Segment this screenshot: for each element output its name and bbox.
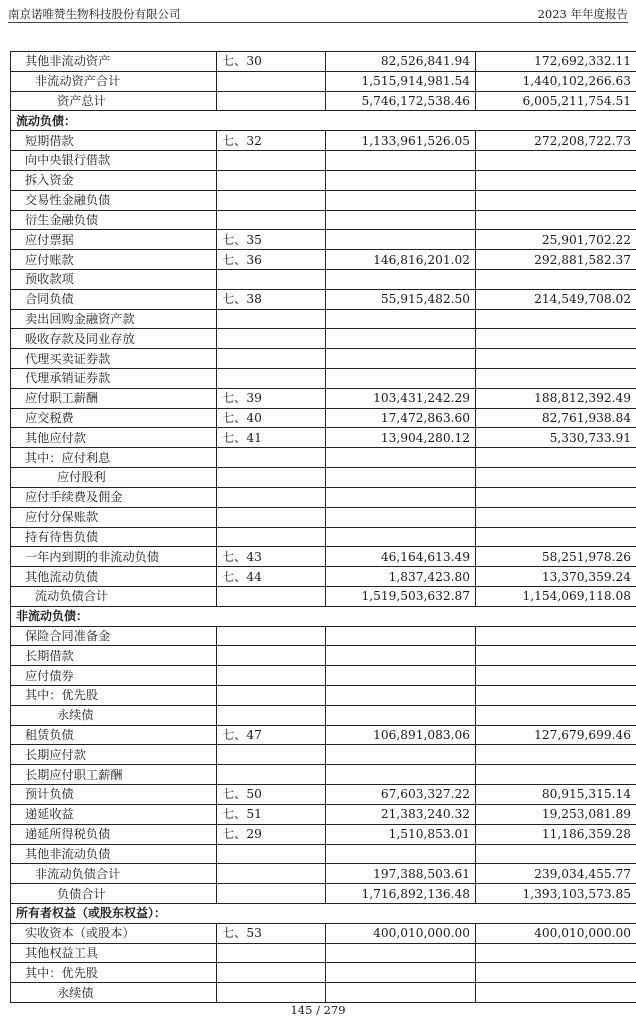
item-label: 非流动负债合计 (11, 864, 217, 884)
current-period-value: 46,164,613.49 (326, 547, 476, 567)
item-label: 一年内到期的非流动负债 (11, 547, 217, 567)
table-row (11, 963, 636, 983)
table-row (11, 983, 636, 1003)
prior-period-value (476, 210, 636, 230)
current-period-value (326, 745, 476, 765)
current-period-value (326, 666, 476, 686)
prior-period-value (476, 765, 636, 785)
prior-period-value: 188,812,392.49 (476, 388, 636, 408)
note-ref (217, 686, 326, 706)
table-row (11, 408, 636, 428)
note-ref (217, 666, 326, 686)
prior-period-value: 272,208,722.73 (476, 131, 636, 151)
table-row (11, 666, 636, 686)
table-row (11, 844, 636, 864)
note-ref (217, 269, 326, 289)
current-period-value (326, 686, 476, 706)
table-row (11, 686, 636, 706)
table-row (11, 190, 636, 210)
prior-period-value (476, 468, 636, 488)
note-ref (217, 349, 326, 369)
table-row (11, 923, 636, 943)
note-ref (217, 91, 326, 111)
table-row (11, 943, 636, 963)
note-ref: 七、36 (217, 250, 326, 270)
table-row (11, 289, 636, 309)
note-ref (217, 527, 326, 547)
item-label: 应付分保账款 (11, 507, 217, 527)
table-row (11, 309, 636, 329)
note-ref: 七、32 (217, 131, 326, 151)
item-label: 应付职工薪酬 (11, 388, 217, 408)
section-title: 流动负债： (11, 111, 636, 131)
table-row (11, 725, 636, 745)
prior-period-value: 1,440,102,266.63 (476, 71, 636, 91)
current-period-value (326, 507, 476, 527)
prior-period-value: 239,034,455.77 (476, 864, 636, 884)
section-header-row (11, 111, 636, 131)
current-period-value (326, 170, 476, 190)
current-period-value (326, 448, 476, 468)
prior-period-value: 214,549,708.02 (476, 289, 636, 309)
prior-period-value (476, 170, 636, 190)
current-period-value: 55,915,482.50 (326, 289, 476, 309)
table-row (11, 71, 636, 91)
note-ref (217, 448, 326, 468)
note-ref (217, 626, 326, 646)
page-separator: / (316, 1003, 320, 1017)
table-row (11, 547, 636, 567)
item-label: 应付债券 (11, 666, 217, 686)
current-page: 145 (290, 1003, 313, 1017)
current-period-value: 17,472,863.60 (326, 408, 476, 428)
total-pages: 279 (323, 1003, 346, 1017)
current-period-value (326, 646, 476, 666)
section-title: 非流动负债： (11, 606, 636, 626)
note-ref: 七、38 (217, 289, 326, 309)
item-label: 吸收存款及同业存放 (11, 329, 217, 349)
item-label: 永续债 (11, 705, 217, 725)
prior-period-value (476, 646, 636, 666)
current-period-value (326, 527, 476, 547)
current-period-value: 1,510,853.01 (326, 824, 476, 844)
note-ref: 七、35 (217, 230, 326, 250)
prior-period-value: 19,253,081.89 (476, 804, 636, 824)
table-row (11, 527, 636, 547)
item-label: 长期应付款 (11, 745, 217, 765)
note-ref (217, 884, 326, 904)
note-ref: 七、41 (217, 428, 326, 448)
current-period-value: 1,716,892,136.48 (326, 884, 476, 904)
prior-period-value (476, 151, 636, 171)
item-label: 流动负债合计 (11, 586, 217, 606)
item-label: 长期应付职工薪酬 (11, 765, 217, 785)
prior-period-value: 80,915,315.14 (476, 785, 636, 805)
prior-period-value: 292,881,582.37 (476, 250, 636, 270)
table-row (11, 567, 636, 587)
table-row (11, 824, 636, 844)
table-row (11, 230, 636, 250)
item-label: 预计负债 (11, 785, 217, 805)
prior-period-value (476, 705, 636, 725)
table-row (11, 507, 636, 527)
table-row (11, 745, 636, 765)
current-period-value (326, 963, 476, 983)
current-period-value: 146,816,201.02 (326, 250, 476, 270)
prior-period-value (476, 349, 636, 369)
current-period-value: 5,746,172,538.46 (326, 91, 476, 111)
table-row (11, 804, 636, 824)
current-period-value: 67,603,327.22 (326, 785, 476, 805)
page-number (0, 1003, 636, 1017)
note-ref: 七、43 (217, 547, 326, 567)
prior-period-value (476, 369, 636, 389)
prior-period-value (476, 626, 636, 646)
note-ref (217, 586, 326, 606)
prior-period-value (476, 448, 636, 468)
table-row (11, 884, 636, 904)
prior-period-value (476, 686, 636, 706)
item-label: 资产总计 (11, 91, 217, 111)
note-ref: 七、50 (217, 785, 326, 805)
prior-period-value (476, 943, 636, 963)
note-ref (217, 71, 326, 91)
current-period-value (326, 844, 476, 864)
item-label: 合同负债 (11, 289, 217, 309)
current-period-value (326, 983, 476, 1003)
prior-period-value: 127,679,699.46 (476, 725, 636, 745)
current-period-value (326, 626, 476, 646)
item-label: 其他非流动资产 (11, 52, 217, 72)
prior-period-value: 6,005,211,754.51 (476, 91, 636, 111)
item-label: 递延收益 (11, 804, 217, 824)
current-period-value (326, 468, 476, 488)
item-label: 递延所得税负债 (11, 824, 217, 844)
prior-period-value: 13,370,359.24 (476, 567, 636, 587)
item-label: 其他非流动负债 (11, 844, 217, 864)
item-label: 其中：优先股 (11, 963, 217, 983)
report-title: 2023 年年度报告 (537, 7, 628, 21)
current-period-value (326, 230, 476, 250)
table-row (11, 349, 636, 369)
item-label: 其中：应付利息 (11, 448, 217, 468)
current-period-value: 21,383,240.32 (326, 804, 476, 824)
table-row (11, 785, 636, 805)
note-ref: 七、53 (217, 923, 326, 943)
prior-period-value: 1,154,069,118.08 (476, 586, 636, 606)
item-label: 衍生金融负债 (11, 210, 217, 230)
prior-period-value: 25,901,702.22 (476, 230, 636, 250)
note-ref (217, 646, 326, 666)
table-row (11, 705, 636, 725)
current-period-value (326, 705, 476, 725)
note-ref (217, 210, 326, 230)
table-row (11, 586, 636, 606)
prior-period-value: 5,330,733.91 (476, 428, 636, 448)
current-period-value (326, 487, 476, 507)
note-ref: 七、29 (217, 824, 326, 844)
table-row (11, 864, 636, 884)
balance-sheet-body (11, 52, 636, 1003)
prior-period-value: 11,186,359.28 (476, 824, 636, 844)
current-period-value: 103,431,242.29 (326, 388, 476, 408)
item-label: 其他权益工具 (11, 943, 217, 963)
current-period-value (326, 329, 476, 349)
current-period-value (326, 210, 476, 230)
note-ref (217, 329, 326, 349)
table-row (11, 468, 636, 488)
table-row (11, 210, 636, 230)
item-label: 卖出回购金融资产款 (11, 309, 217, 329)
current-period-value (326, 269, 476, 289)
table-row (11, 52, 636, 72)
item-label: 应付手续费及佣金 (11, 487, 217, 507)
current-period-value: 1,515,914,981.54 (326, 71, 476, 91)
prior-period-value (476, 329, 636, 349)
section-header-row (11, 606, 636, 626)
note-ref: 七、39 (217, 388, 326, 408)
note-ref: 七、40 (217, 408, 326, 428)
item-label: 代理买卖证券款 (11, 349, 217, 369)
balance-sheet-table (10, 51, 636, 1003)
note-ref (217, 507, 326, 527)
prior-period-value (476, 309, 636, 329)
note-ref: 七、44 (217, 567, 326, 587)
note-ref (217, 963, 326, 983)
item-label: 长期借款 (11, 646, 217, 666)
note-ref (217, 983, 326, 1003)
company-name: 南京诺唯赞生物科技股份有限公司 (8, 7, 181, 21)
item-label: 交易性金融负债 (11, 190, 217, 210)
prior-period-value: 172,692,332.11 (476, 52, 636, 72)
prior-period-value (476, 844, 636, 864)
item-label: 拆入资金 (11, 170, 217, 190)
note-ref (217, 864, 326, 884)
item-label: 负债合计 (11, 884, 217, 904)
table-row (11, 765, 636, 785)
table-row (11, 646, 636, 666)
table-row (11, 487, 636, 507)
current-period-value (326, 309, 476, 329)
item-label: 应付票据 (11, 230, 217, 250)
current-period-value (326, 943, 476, 963)
current-period-value: 13,904,280.12 (326, 428, 476, 448)
table-row (11, 250, 636, 270)
current-period-value: 1,837,423.80 (326, 567, 476, 587)
current-period-value (326, 765, 476, 785)
prior-period-value: 1,393,103,573.85 (476, 884, 636, 904)
current-period-value (326, 151, 476, 171)
prior-period-value: 400,010,000.00 (476, 923, 636, 943)
prior-period-value: 58,251,978.26 (476, 547, 636, 567)
note-ref (217, 309, 326, 329)
table-row (11, 170, 636, 190)
item-label: 实收资本（或股本） (11, 923, 217, 943)
current-period-value: 82,526,841.94 (326, 52, 476, 72)
current-period-value (326, 349, 476, 369)
prior-period-value (476, 487, 636, 507)
prior-period-value (476, 190, 636, 210)
table-row (11, 388, 636, 408)
table-row (11, 151, 636, 171)
prior-period-value: 82,761,938.84 (476, 408, 636, 428)
note-ref (217, 844, 326, 864)
header-divider (8, 22, 628, 23)
item-label: 应付股利 (11, 468, 217, 488)
item-label: 应付账款 (11, 250, 217, 270)
item-label: 其他流动负债 (11, 567, 217, 587)
item-label: 持有待售负债 (11, 527, 217, 547)
table-row (11, 131, 636, 151)
item-label: 其中：优先股 (11, 686, 217, 706)
prior-period-value (476, 527, 636, 547)
item-label: 其他应付款 (11, 428, 217, 448)
current-period-value: 197,388,503.61 (326, 864, 476, 884)
item-label: 向中央银行借款 (11, 151, 217, 171)
item-label: 永续债 (11, 983, 217, 1003)
prior-period-value (476, 963, 636, 983)
item-label: 短期借款 (11, 131, 217, 151)
note-ref (217, 468, 326, 488)
current-period-value (326, 369, 476, 389)
note-ref (217, 705, 326, 725)
item-label: 预收款项 (11, 269, 217, 289)
current-period-value: 400,010,000.00 (326, 923, 476, 943)
page-header (8, 6, 628, 22)
section-title: 所有者权益（或股东权益）： (11, 903, 636, 923)
prior-period-value (476, 745, 636, 765)
table-row (11, 269, 636, 289)
table-row (11, 329, 636, 349)
note-ref (217, 745, 326, 765)
prior-period-value (476, 269, 636, 289)
table-row (11, 369, 636, 389)
table-row (11, 91, 636, 111)
note-ref (217, 170, 326, 190)
note-ref (217, 943, 326, 963)
note-ref (217, 765, 326, 785)
item-label: 代理承销证券款 (11, 369, 217, 389)
note-ref: 七、30 (217, 52, 326, 72)
current-period-value: 1,133,961,526.05 (326, 131, 476, 151)
current-period-value: 1,519,503,632.87 (326, 586, 476, 606)
item-label: 非流动资产合计 (11, 71, 217, 91)
note-ref (217, 487, 326, 507)
current-period-value: 106,891,083.06 (326, 725, 476, 745)
current-period-value (326, 190, 476, 210)
item-label: 保险合同准备金 (11, 626, 217, 646)
section-header-row (11, 903, 636, 923)
note-ref (217, 151, 326, 171)
prior-period-value (476, 666, 636, 686)
prior-period-value (476, 507, 636, 527)
prior-period-value (476, 983, 636, 1003)
item-label: 租赁负债 (11, 725, 217, 745)
note-ref (217, 190, 326, 210)
table-row (11, 626, 636, 646)
table-row (11, 428, 636, 448)
note-ref: 七、51 (217, 804, 326, 824)
table-row (11, 448, 636, 468)
note-ref: 七、47 (217, 725, 326, 745)
item-label: 应交税费 (11, 408, 217, 428)
note-ref (217, 369, 326, 389)
